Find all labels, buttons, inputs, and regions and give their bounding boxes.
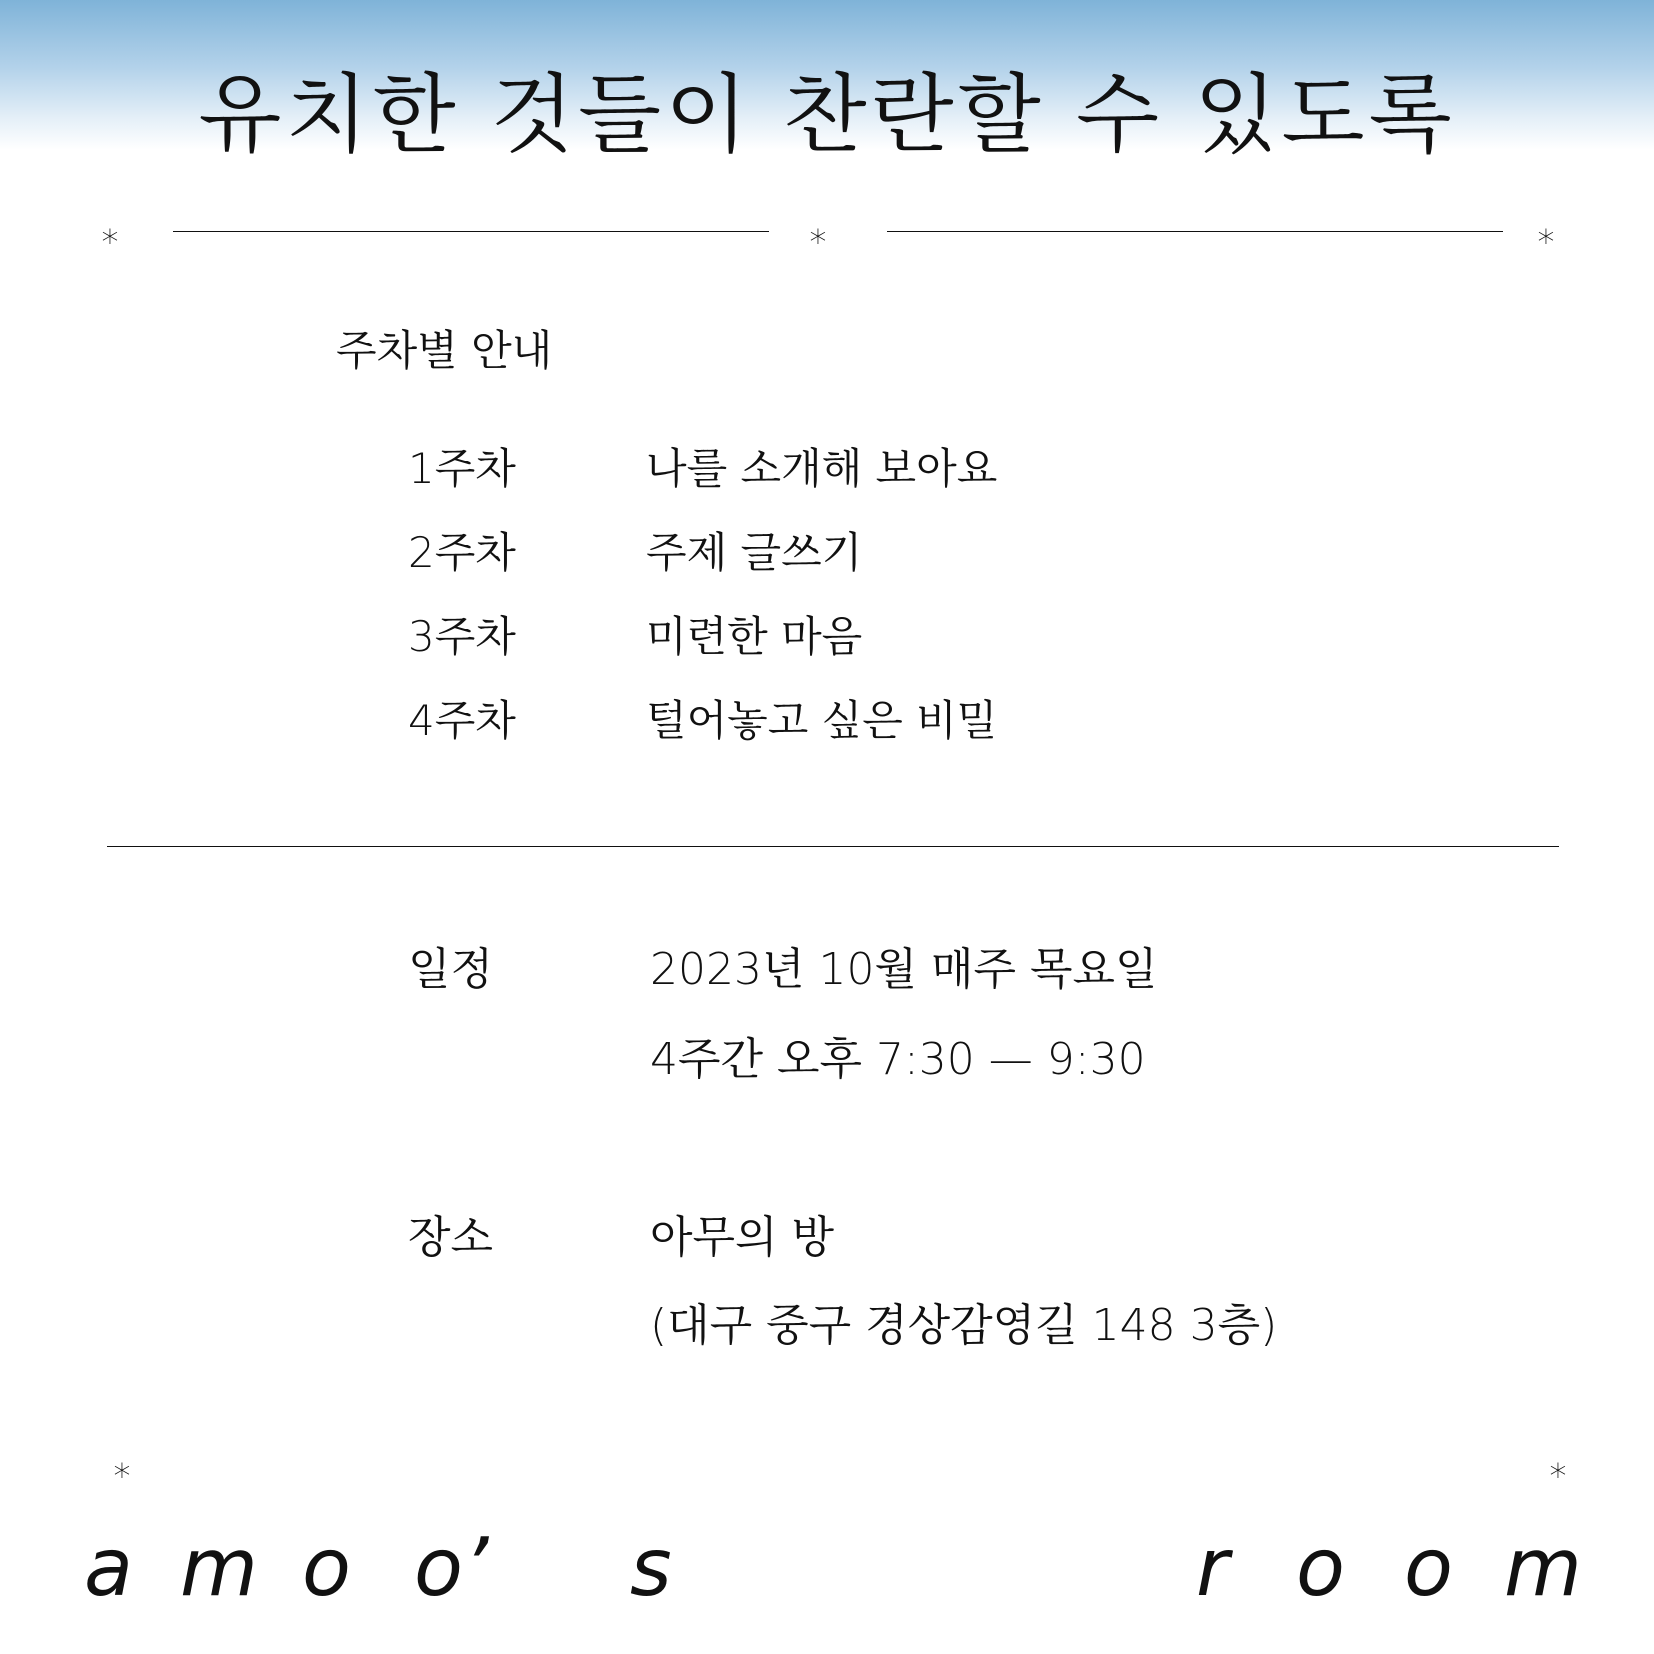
schedule-time: 4주간 오후 7:30 — 9:30 (650, 1034, 1146, 1085)
asterisk-icon: ⁎ (113, 1446, 131, 1486)
section-divider (107, 846, 1559, 847)
place-name: 아무의 방 (650, 1212, 835, 1263)
place-label: 장소 (408, 1212, 494, 1263)
week-row (0, 696, 1654, 750)
week-topic: 나를 소개해 보아요 (646, 444, 998, 493)
brand-letter: r (1196, 1521, 1229, 1614)
brand-letter: o (1404, 1521, 1453, 1614)
brand-letter: o’ (414, 1521, 489, 1614)
brand-letter: m (180, 1521, 258, 1614)
brand-letter: s (630, 1521, 672, 1614)
asterisk-icon: ⁎ (809, 212, 827, 252)
brand-letter: a (84, 1521, 134, 1614)
brand-wordmark (0, 1521, 1654, 1618)
week-label: 1주차 (408, 444, 516, 493)
asterisk-icon: ⁎ (101, 212, 119, 252)
week-label: 2주차 (408, 528, 516, 577)
week-label: 4주차 (408, 696, 516, 745)
brand-letter: o (302, 1521, 351, 1614)
week-topic: 주제 글쓰기 (646, 528, 863, 577)
asterisk-icon: ⁎ (1549, 1446, 1567, 1486)
week-topic: 털어놓고 싶은 비밀 (646, 696, 998, 745)
week-topic: 미련한 마음 (646, 612, 863, 661)
place-address: (대구 중구 경상감영길 148 3층) (650, 1300, 1278, 1351)
divider-line (887, 231, 1503, 232)
brand-letter: m (1504, 1521, 1582, 1614)
week-row (0, 612, 1654, 666)
schedule-date: 2023년 10월 매주 목요일 (650, 944, 1158, 995)
asterisk-icon: ⁎ (1537, 212, 1555, 252)
poster-title: 유치한 것들이 찬란할 수 있도록 (198, 65, 1456, 165)
schedule-label: 일정 (408, 944, 494, 995)
week-row (0, 444, 1654, 498)
weekly-guide-heading: 주차별 안내 (336, 326, 553, 375)
brand-letter: o (1296, 1521, 1345, 1614)
week-label: 3주차 (408, 612, 516, 661)
divider-line (173, 231, 769, 232)
week-row (0, 528, 1654, 582)
